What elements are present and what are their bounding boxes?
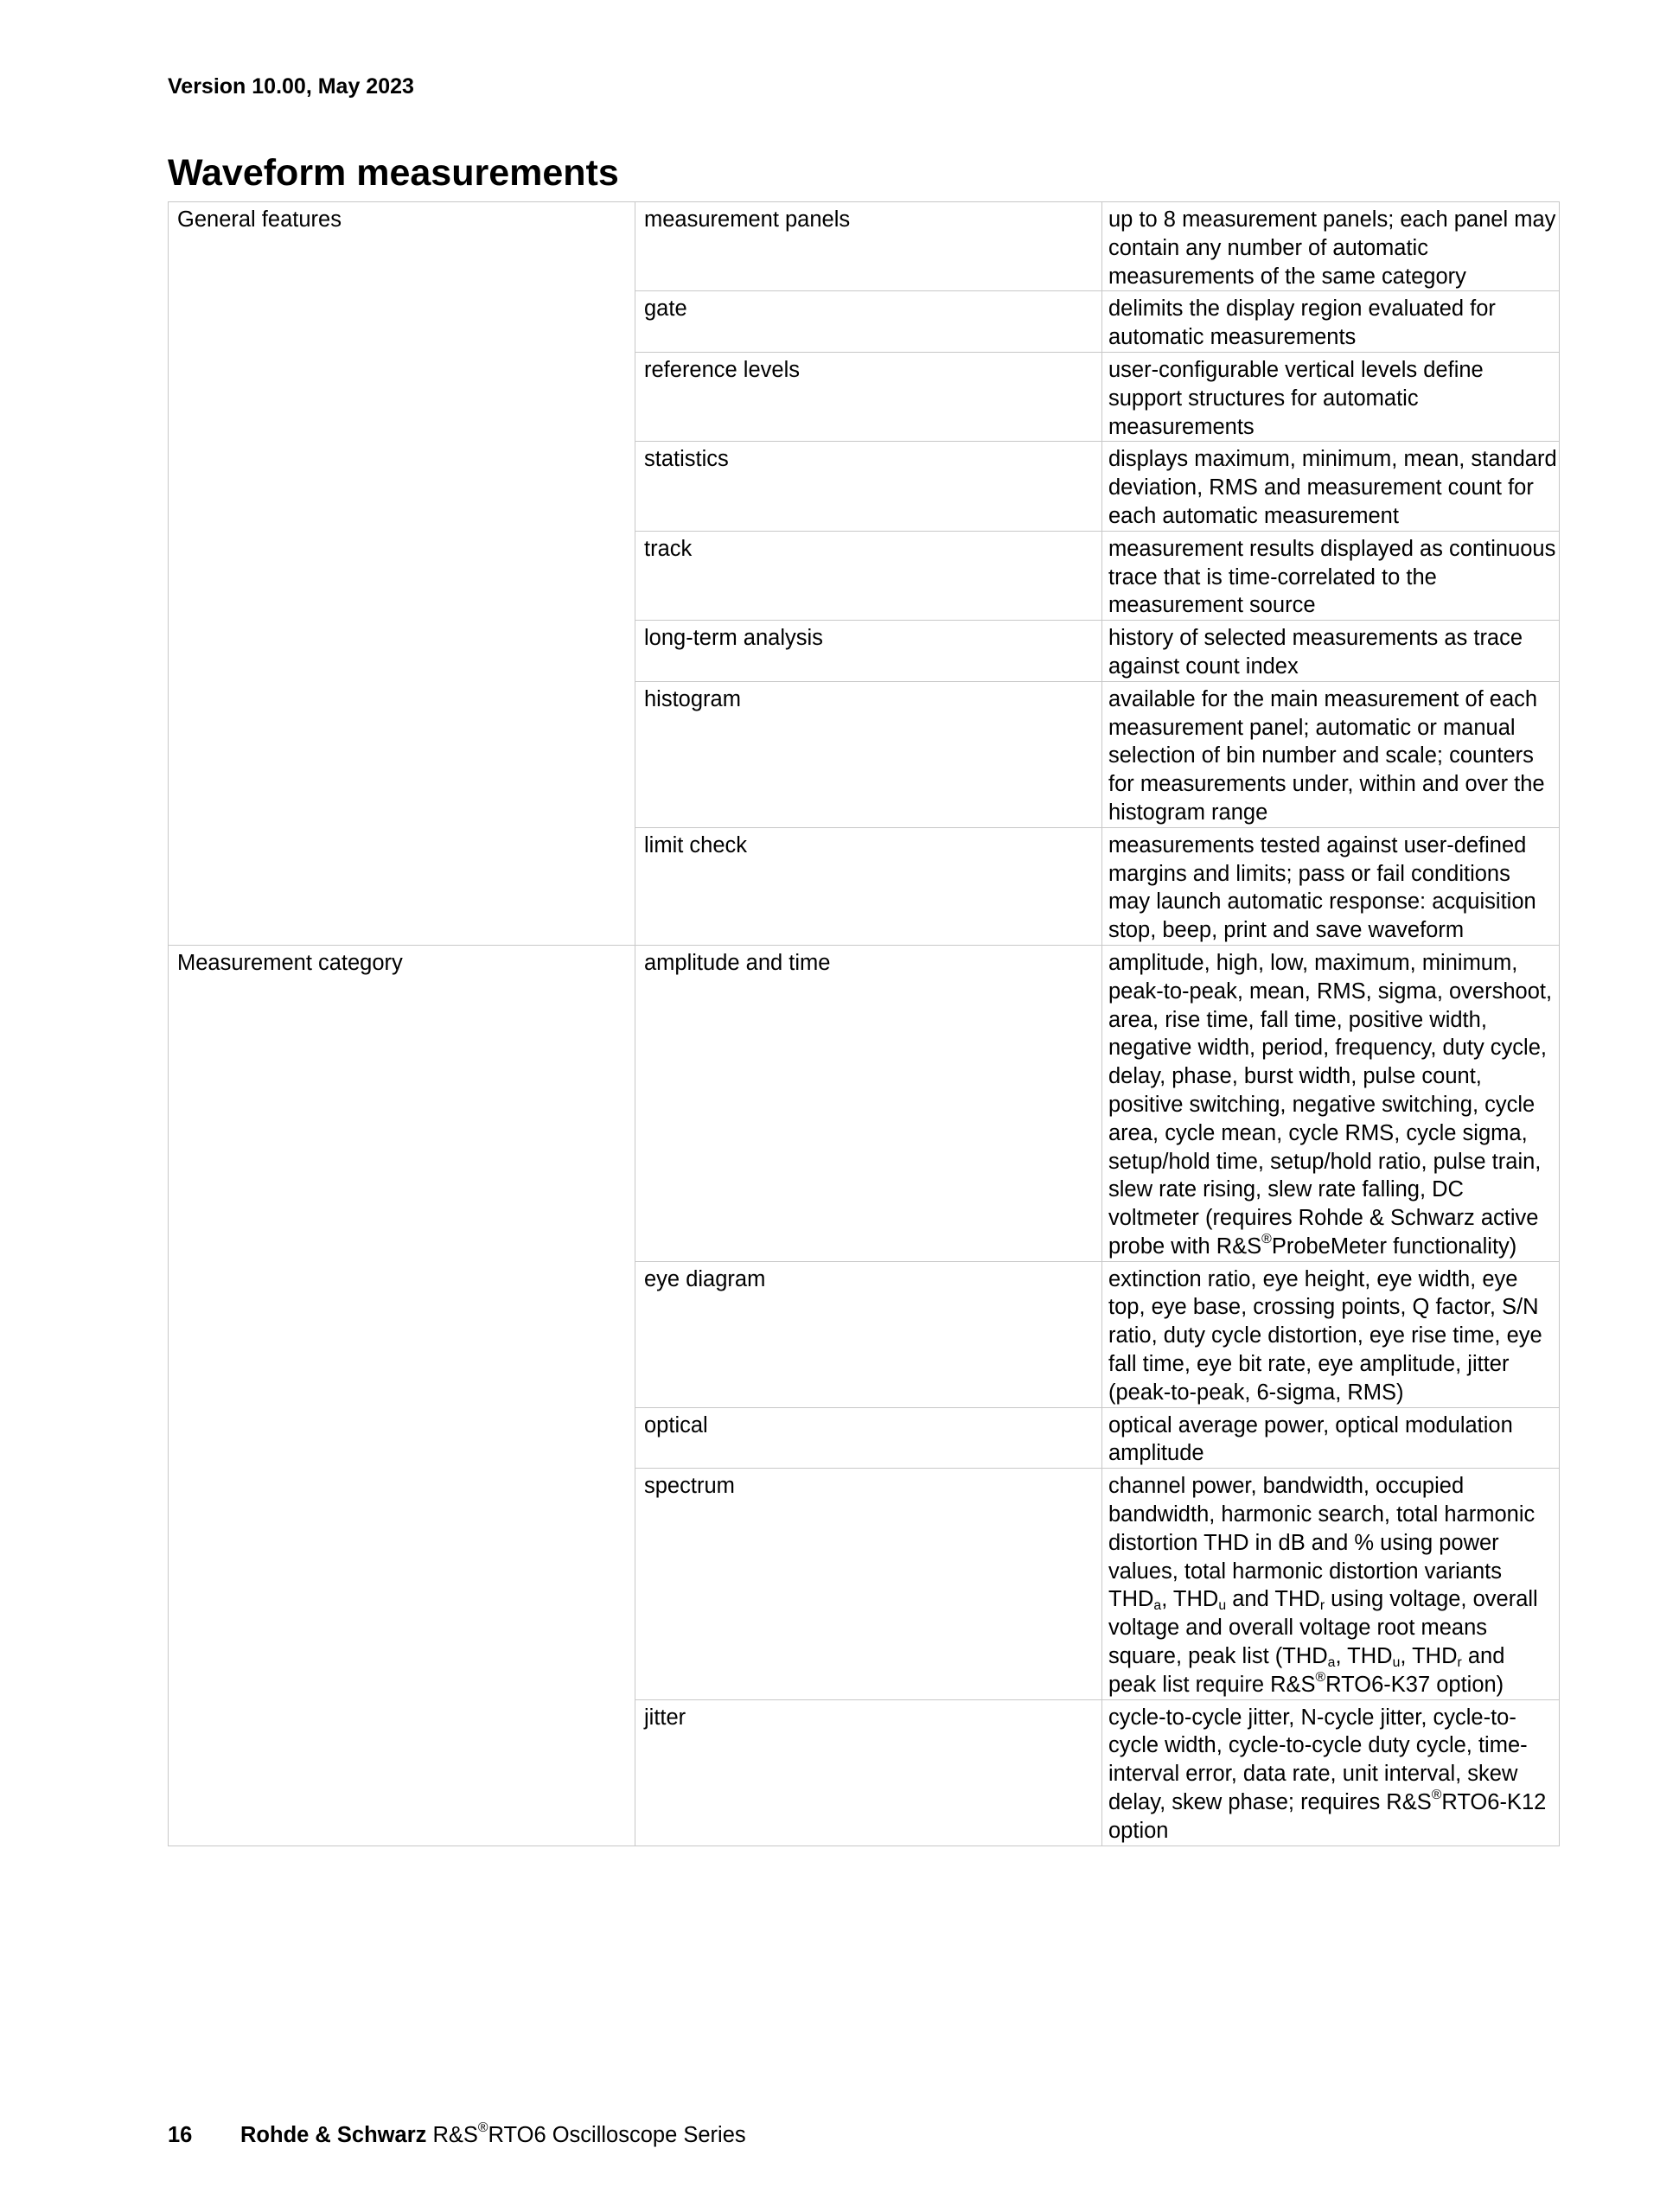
description-cell [1102, 945, 1560, 1261]
superscript-mark: ® [1261, 1232, 1272, 1247]
subscript-text: r [1319, 1598, 1325, 1614]
page-footer [168, 2121, 746, 2149]
description-text: , THD [1400, 1644, 1458, 1669]
description-text: channel power, bandwidth, occupied bandwidth, harmonic search, total harmonic distortion THD in dB and % using power values, total harmonic distortion variants THD [1108, 1474, 1536, 1612]
feature-cell: statistics [635, 442, 1102, 531]
section-title: Waveform measurements [168, 152, 619, 194]
description-text: and THD [1226, 1587, 1320, 1612]
subscript-text: a [1153, 1598, 1162, 1614]
superscript-mark: ® [1315, 1670, 1326, 1685]
specifications-table [168, 201, 1560, 1846]
superscript-mark: ® [1431, 1788, 1442, 1803]
category-cell: Measurement category [169, 945, 635, 1845]
description-cell: extinction ratio, eye height, eye width, eye top, eye base, crossing points, Q factor, S/N ratio, duty cycle distortion, eye rise time, eye fall time, eye bit rate, eye amplitude, jitter (peak-to-peak, 6-sigma, RMS) [1102, 1261, 1560, 1407]
description-text: ProbeMeter functionality) [1271, 1233, 1517, 1259]
feature-cell: long-term analysis [635, 621, 1102, 682]
description-cell: measurements tested against user-defined margins and limits; pass or fail conditions may launch automatic response: acquisition stop, beep, print and save waveform [1102, 827, 1560, 945]
description-text: RTO6-K12 option [1108, 1790, 1547, 1843]
description-text: , THD [1335, 1644, 1393, 1669]
feature-cell: limit check [635, 827, 1102, 945]
description-cell [1102, 1469, 1560, 1699]
feature-cell: amplitude and time [635, 945, 1102, 1261]
category-cell: General features [169, 202, 635, 946]
feature-cell: histogram [635, 681, 1102, 827]
description-cell: history of selected measurements as trace against count index [1102, 621, 1560, 682]
description-cell: measurement results displayed as continuous trace that is time-correlated to the measurement source [1102, 531, 1560, 620]
subscript-text: a [1327, 1654, 1336, 1670]
feature-cell: gate [635, 291, 1102, 353]
description-cell [1102, 1699, 1560, 1845]
subscript-text: r [1457, 1654, 1462, 1670]
feature-cell: spectrum [635, 1469, 1102, 1699]
description-cell: up to 8 measurement panels; each panel may contain any number of automatic measurements of the same category [1102, 202, 1560, 291]
description-cell: delimits the display region evaluated for automatic measurements [1102, 291, 1560, 353]
feature-cell: track [635, 531, 1102, 620]
footer-registered-mark: ® [477, 2120, 488, 2136]
description-text: cycle-to-cycle jitter, N-cycle jitter, cycle-to-cycle width, cycle-to-cycle duty cycle, time-interval error, data rate, unit interval, skew delay, skew phase; requires R&S [1108, 1705, 1528, 1815]
description-text: and peak list require R&S [1108, 1644, 1505, 1697]
specifications-table-body [169, 202, 1560, 1846]
version-header: Version 10.00, May 2023 [168, 74, 414, 99]
feature-cell: optical [635, 1407, 1102, 1469]
table-row [169, 202, 1560, 291]
description-text: amplitude, high, low, maximum, minimum, peak-to-peak, mean, RMS, sigma, overshoot, area, rise time, fall time, positive width, negative width, period, frequency, duty cycle, delay, phase, burst width, pulse count, positive switching, negative switching, cycle area, cycle mean, cycle RMS, cycle sigma, setup/hold time, setup/hold ratio, pulse train, slew rate rising, slew rate falling, DC voltmeter (requires Rohde & Schwarz active probe with R&S [1108, 950, 1553, 1259]
description-text: using voltage, overall voltage and overall voltage root means square, peak list (THD [1108, 1587, 1538, 1669]
table-row [169, 945, 1560, 1261]
footer-product-prefix: R&S [432, 2123, 478, 2147]
subscript-text: u [1218, 1598, 1227, 1614]
feature-cell: reference levels [635, 352, 1102, 441]
description-text: RTO6-K37 option) [1325, 1672, 1504, 1697]
footer-brand: Rohde & Schwarz [240, 2123, 427, 2147]
feature-cell: measurement panels [635, 202, 1102, 291]
description-cell: available for the main measurement of each measurement panel; automatic or manual selection of bin number and scale; counters for measurements under, within and over the histogram range [1102, 681, 1560, 827]
page-number: 16 [168, 2123, 193, 2147]
feature-cell: jitter [635, 1699, 1102, 1845]
feature-cell: eye diagram [635, 1261, 1102, 1407]
subscript-text: u [1392, 1654, 1401, 1670]
description-cell: optical average power, optical modulation amplitude [1102, 1407, 1560, 1469]
description-cell: displays maximum, minimum, mean, standard deviation, RMS and measurement count for each automatic measurement [1102, 442, 1560, 531]
description-cell: user-configurable vertical levels define support structures for automatic measurements [1102, 352, 1560, 441]
description-text: , THD [1161, 1587, 1219, 1612]
footer-product-name: RTO6 Oscilloscope Series [488, 2123, 746, 2147]
